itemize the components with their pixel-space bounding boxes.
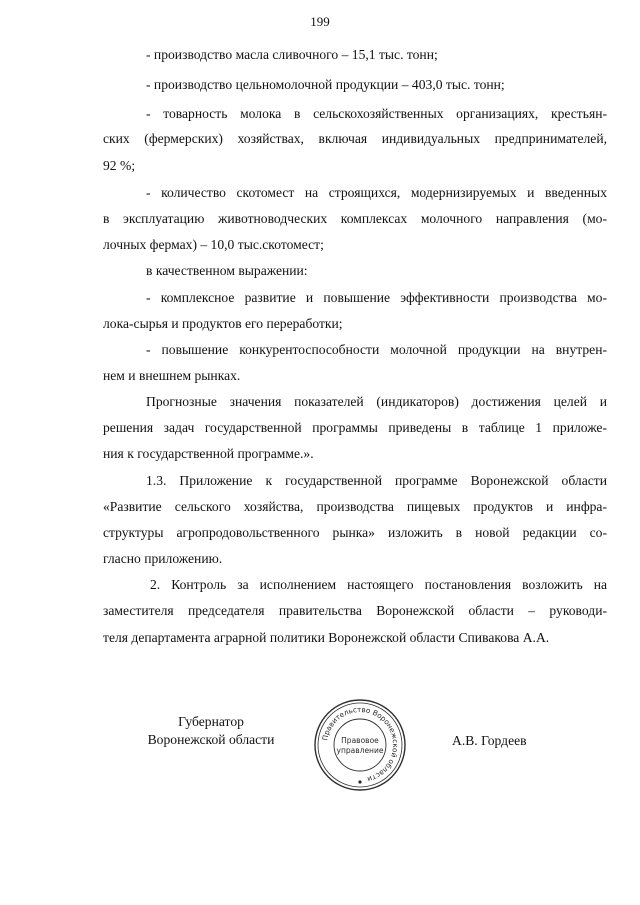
text-line: заместителя председателя правительства Воронежской области – руководи- xyxy=(103,603,607,618)
text-line: Прогнозные значения показателей (индикаторов) достижения целей и xyxy=(146,394,607,409)
page-number: 199 xyxy=(310,14,330,29)
text-line: лока-сырья и продуктов его переработки; xyxy=(103,316,343,331)
text-line: ских (фермерских) хозяйствах, включая индивидуальных предпринимателей, xyxy=(103,131,607,146)
text-line: 1.3. Приложение к государственной программе Воронежской области xyxy=(146,473,607,488)
signature-title-line2: Воронежской области xyxy=(147,732,275,747)
text-line: - производство масла сливочного – 15,1 тыс. тонн; xyxy=(146,47,438,62)
text-line: теля департамента аграрной политики Воронежской области Спивакова А.А. xyxy=(103,630,550,645)
text-line: - товарность молока в сельскохозяйственных организациях, крестьян- xyxy=(146,106,607,121)
text-line: нем и внешнем рынках. xyxy=(103,368,241,383)
seal-center-line2: управление xyxy=(336,746,384,755)
text-line: лочных фермах) – 10,0 тыс.скотомест; xyxy=(103,237,324,252)
text-line: 92 %; xyxy=(103,158,136,173)
seal-ring-text: Правительство Воронежской области xyxy=(320,704,401,785)
text-line: 2. Контроль за исполнением настоящего постановления возложить на xyxy=(150,577,607,592)
seal-star-mark xyxy=(358,780,361,783)
text-line: в эксплуатацию животноводческих комплексах молочного направления (мо- xyxy=(103,211,607,226)
official-seal-stamp xyxy=(312,697,408,793)
signature-title xyxy=(136,713,286,749)
text-line: - повышение конкурентоспособности молочной продукции на внутрен- xyxy=(146,342,607,357)
text-line: ния к государственной программе.». xyxy=(103,446,314,461)
text-line: - количество скотомест на строящихся, модернизируемых и введенных xyxy=(146,185,607,200)
text-line: структуры агропродовольственного рынка» изложить в новой редакции со- xyxy=(103,525,607,540)
text-line: «Развитие сельского хозяйства, производства пищевых продуктов и инфра- xyxy=(103,499,607,514)
text-line: в качественном выражении: xyxy=(146,263,308,278)
text-line: решения задач государственной программы приведены в таблице 1 приложе- xyxy=(103,420,607,435)
signer-name: А.В. Гордеев xyxy=(452,733,527,748)
text-line: гласно приложению. xyxy=(103,551,223,566)
text-line: - комплексное развитие и повышение эффективности производства мо- xyxy=(146,290,607,305)
signature-title-line1: Губернатор xyxy=(178,714,244,729)
text-line: - производство цельномолочной продукции – 403,0 тыс. тонн; xyxy=(146,77,505,92)
seal-center-line1: Правовое xyxy=(341,736,379,745)
